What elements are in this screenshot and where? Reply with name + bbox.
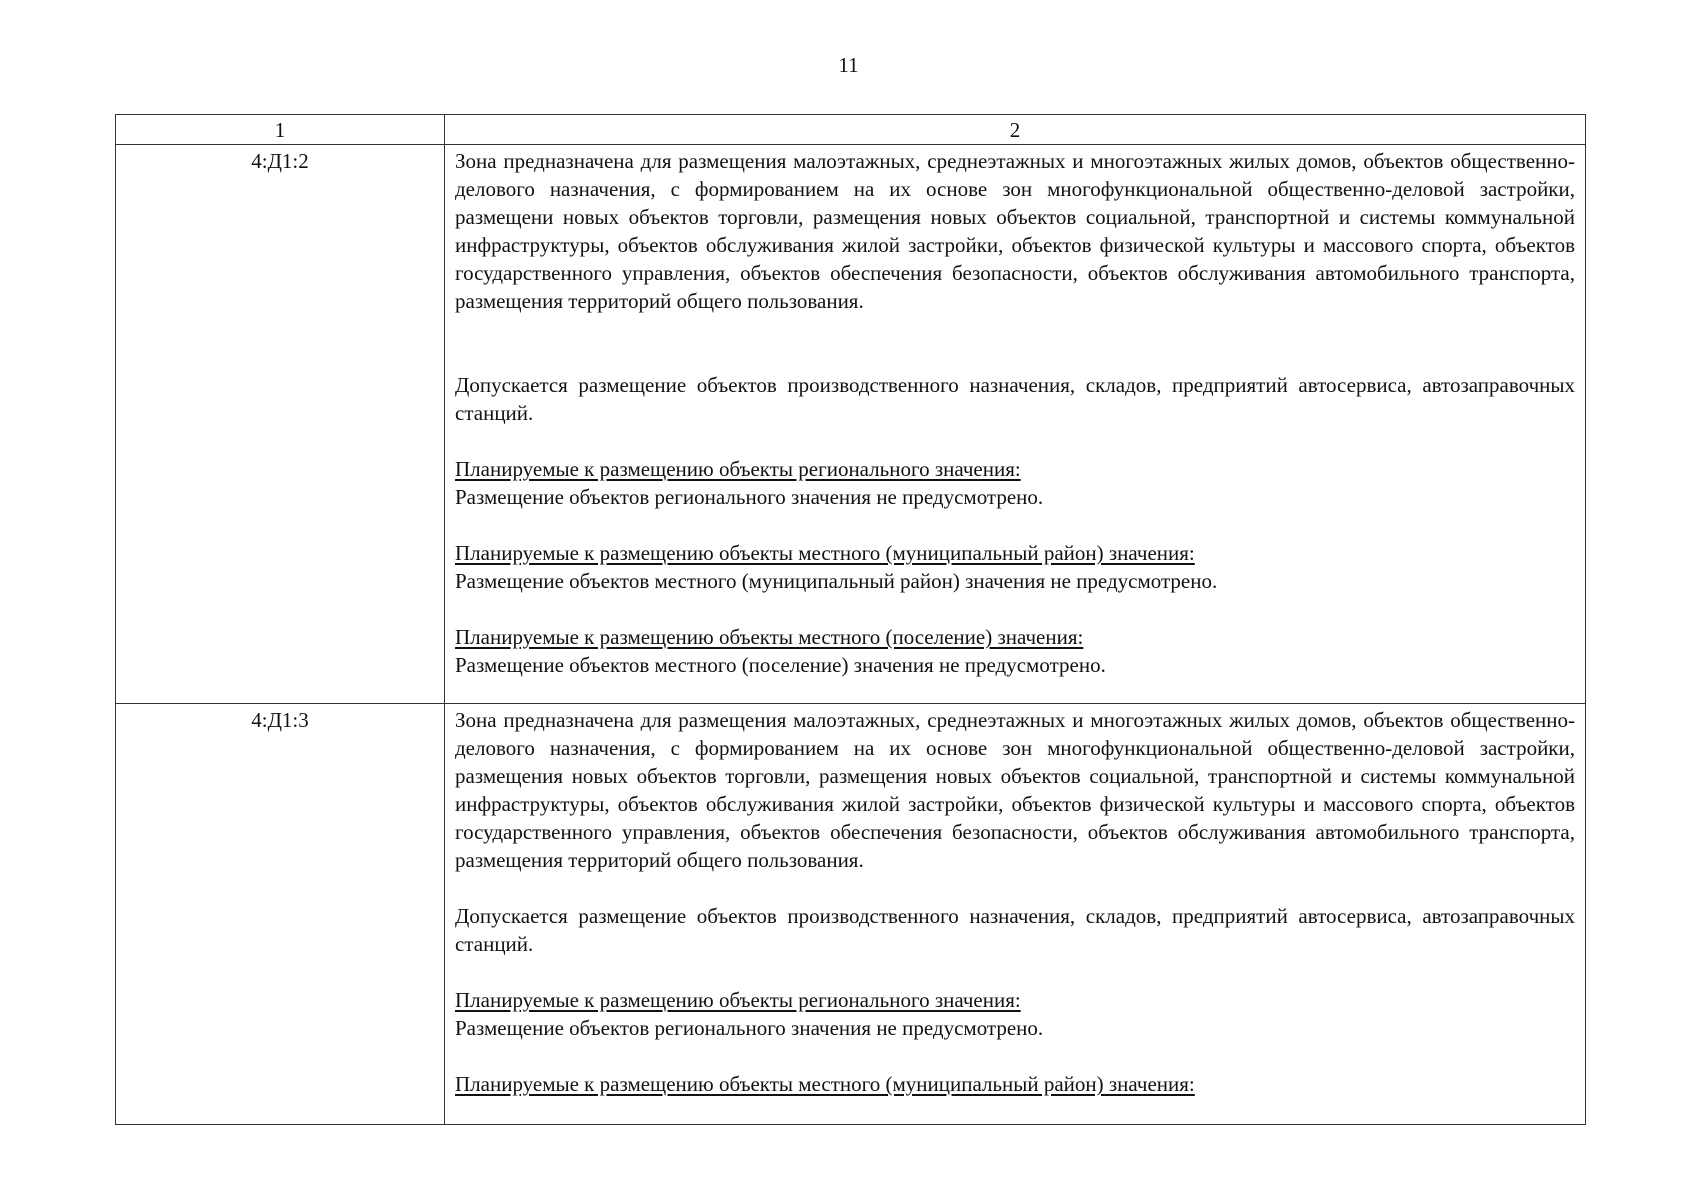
district-objects-text: Размещение объектов местного (муниципальный район) значения не предусмотрено. xyxy=(455,569,1218,593)
district-objects-heading: Планируемые к размещению объекты местного (муниципальный район) значения: xyxy=(455,1072,1195,1096)
page-number: 11 xyxy=(838,53,859,77)
settlement-objects-heading: Планируемые к размещению объекты местного (поселение) значения: xyxy=(455,625,1084,649)
zone-description-cell xyxy=(445,704,1586,1125)
header-cell-2: 2 xyxy=(445,115,1586,145)
zone-code: 4:Д1:3 xyxy=(116,704,445,1125)
zone-description: Зона предназначена для размещения малоэтажных, среднеэтажных и многоэтажных жилых домов, объектов общественно-делового назначения, с формированием на их основе зон многофункциональной общественно-деловой застройки, размещения новых объектов торговли, размещения новых объектов социальной, транспортной и системы коммунальной инфраструктуры, объектов обслуживания жилой застройки, объектов физической культуры и массового спорта, объектов государственного управления, объектов обеспечения безопасности, объектов обслуживания автомобильного транспорта, размещения территорий общего пользования. xyxy=(455,708,1575,872)
allowed-uses: Допускается размещение объектов производственного назначения, складов, предприятий автосервиса, автозаправочных станций. xyxy=(455,904,1575,956)
header-cell-1: 1 xyxy=(116,115,445,145)
settlement-objects-text: Размещение объектов местного (поселение) значения не предусмотрено. xyxy=(455,653,1106,677)
table-header-row xyxy=(116,115,1586,145)
table-row xyxy=(116,704,1586,1125)
regional-objects-text: Размещение объектов регионального значения не предусмотрено. xyxy=(455,1016,1044,1040)
zones-table xyxy=(115,114,1586,1125)
zone-description: Зона предназначена для размещения малоэтажных, среднеэтажных и многоэтажных жилых домов, объектов общественно-делового назначения, с формированием на их основе зон многофункциональной общественно-деловой застройки, размещени новых объектов торговли, размещения новых объектов социальной, транспортной и системы коммунальной инфраструктуры, объектов обслуживания жилой застройки, объектов физической культуры и массового спорта, объектов государственного управления, объектов обеспечения безопасности, объектов обслуживания автомобильного транспорта, размещения территорий общего пользования. xyxy=(455,149,1575,313)
district-objects-heading: Планируемые к размещению объекты местного (муниципальный район) значения: xyxy=(455,541,1195,565)
zone-description-cell xyxy=(445,145,1586,704)
allowed-uses: Допускается размещение объектов производственного назначения, складов, предприятий автосервиса, автозаправочных станций. xyxy=(455,373,1575,425)
regional-objects-heading: Планируемые к размещению объекты регионального значения: xyxy=(455,457,1021,481)
zone-code: 4:Д1:2 xyxy=(116,145,445,704)
regional-objects-text: Размещение объектов регионального значения не предусмотрено. xyxy=(455,485,1044,509)
regional-objects-heading: Планируемые к размещению объекты регионального значения: xyxy=(455,988,1021,1012)
table-row xyxy=(116,145,1586,704)
